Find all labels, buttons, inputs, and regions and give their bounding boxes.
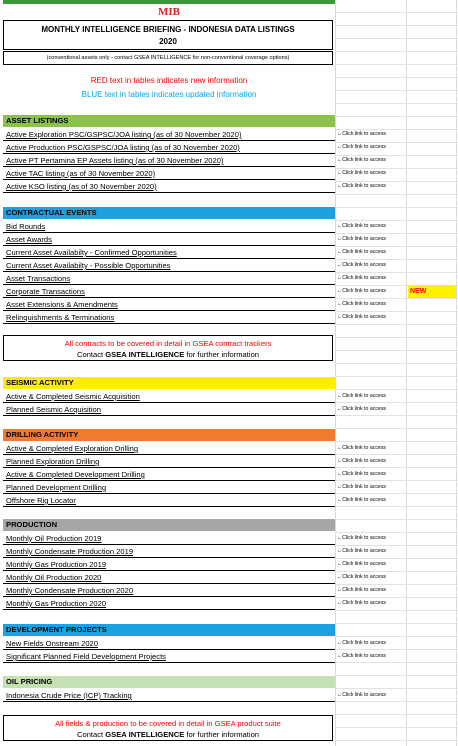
document-year: 2020 bbox=[159, 37, 177, 46]
click-link-hint[interactable]: ←Click link to access bbox=[337, 548, 387, 554]
listing-link[interactable] bbox=[3, 689, 335, 702]
listing-link[interactable] bbox=[3, 167, 335, 180]
listing-label: Current Asset Availabilty - Confirmed Opportunities bbox=[6, 248, 177, 257]
listing-link[interactable] bbox=[3, 442, 335, 455]
listing-link[interactable] bbox=[3, 571, 335, 584]
section-header-production: PRODUCTION bbox=[3, 519, 335, 531]
grid-row-line bbox=[335, 714, 458, 715]
listing-label: Significant Planned Field Development Projects bbox=[6, 652, 166, 661]
grid-row-line bbox=[335, 363, 458, 364]
click-link-hint[interactable]: ←Click link to access bbox=[337, 587, 387, 593]
grid-row-line bbox=[335, 727, 458, 728]
grid-row-line bbox=[335, 194, 458, 195]
grid-line bbox=[456, 0, 457, 746]
grid-row-line bbox=[335, 376, 458, 377]
click-link-hint[interactable]: ←Click link to access bbox=[337, 640, 387, 646]
listing-link[interactable] bbox=[3, 128, 335, 141]
listing-link[interactable] bbox=[3, 558, 335, 571]
listing-link[interactable] bbox=[3, 597, 335, 610]
listing-label: Monthly Condensate Production 2019 bbox=[6, 547, 134, 556]
listing-label: Corporate Transactions bbox=[6, 287, 85, 296]
contact-company: GSEA INTELLIGENCE bbox=[105, 730, 185, 739]
listing-label: Active Exploration PSC/GSPSC/JOA listing (as of 30 November 2020) bbox=[6, 130, 242, 139]
listing-label: New Fields Onstream 2020 bbox=[6, 639, 99, 648]
listing-link[interactable] bbox=[3, 220, 335, 233]
listing-link[interactable] bbox=[3, 272, 335, 285]
click-link-hint[interactable]: ←Click link to access bbox=[337, 183, 387, 189]
section-header-development: DEVELOPMENT PROJECTS bbox=[3, 624, 335, 636]
listing-link[interactable] bbox=[3, 180, 335, 193]
listing-label: Offshore Rig Locator bbox=[6, 496, 76, 505]
click-link-hint[interactable]: ←Click link to access bbox=[337, 484, 387, 490]
click-link-hint[interactable]: ←Click link to access bbox=[337, 458, 387, 464]
listing-label: Monthly Oil Production 2019 bbox=[6, 534, 102, 543]
listing-link[interactable] bbox=[3, 390, 335, 403]
grid-row-line bbox=[335, 64, 458, 65]
listing-label: Asset Extensions & Amendments bbox=[6, 300, 118, 309]
listing-link[interactable] bbox=[3, 468, 335, 481]
contact-prefix: Contact bbox=[76, 730, 106, 739]
click-link-hint[interactable]: ←Click link to access bbox=[337, 223, 387, 229]
section-header-contractual-events: CONTRACTUAL EVENTS bbox=[3, 207, 335, 219]
click-link-hint[interactable]: ←Click link to access bbox=[337, 600, 387, 606]
listing-link[interactable] bbox=[3, 141, 335, 154]
click-link-hint[interactable]: ←Click link to access bbox=[337, 561, 387, 567]
click-link-hint[interactable]: ←Click link to access bbox=[337, 236, 387, 242]
grid-row-line bbox=[335, 12, 458, 13]
listing-link[interactable] bbox=[3, 637, 335, 650]
grid-row-line bbox=[335, 38, 458, 39]
listing-label: Monthly Gas Production 2019 bbox=[6, 560, 107, 569]
click-link-hint[interactable]: ←Click link to access bbox=[337, 574, 387, 580]
mib-logo-text: MIB bbox=[158, 6, 180, 18]
click-link-hint[interactable]: ←Click link to access bbox=[337, 131, 387, 137]
listing-label: Current Asset Availabilty - Possible Opportunities bbox=[6, 261, 171, 270]
click-link-hint[interactable]: ←Click link to access bbox=[337, 445, 387, 451]
document-title: MONTHLY INTELLIGENCE BRIEFING - INDONESIA DATA LISTINGS bbox=[41, 25, 295, 34]
click-link-hint[interactable]: ←Click link to access bbox=[337, 653, 387, 659]
listing-link[interactable] bbox=[3, 285, 335, 298]
grid-row-line bbox=[335, 207, 458, 208]
click-link-hint[interactable]: ←Click link to access bbox=[337, 314, 387, 320]
grid-line bbox=[406, 0, 407, 746]
listing-link[interactable] bbox=[3, 154, 335, 167]
grid-row-line bbox=[335, 740, 458, 741]
grid-row-line bbox=[335, 519, 458, 520]
listing-label: Monthly Condensate Production 2020 bbox=[6, 586, 134, 595]
grid-row-line bbox=[335, 324, 458, 325]
contracts-info-red: All contracts to be covered in detail in GSEA contract trackers bbox=[64, 339, 272, 348]
listing-link[interactable] bbox=[3, 259, 335, 272]
click-link-hint[interactable]: ←Click link to access bbox=[337, 275, 387, 281]
section-header-drilling: DRILLING ACTIVITY bbox=[3, 429, 335, 441]
contracts-info-contact bbox=[4, 349, 332, 360]
click-link-hint[interactable]: ←Click link to access bbox=[337, 249, 387, 255]
contact-company: GSEA INTELLIGENCE bbox=[105, 350, 185, 359]
grid-row-line bbox=[335, 51, 458, 52]
click-link-hint[interactable]: ←Click link to access bbox=[337, 692, 387, 698]
section-header-asset-listings: ASSET LISTINGS bbox=[3, 115, 335, 127]
grid-row-line bbox=[335, 25, 458, 26]
click-link-hint[interactable]: ←Click link to access bbox=[337, 471, 387, 477]
grid-row-line bbox=[335, 77, 458, 78]
legend-blue-note: BLUE text in tables indicates updated information bbox=[81, 90, 257, 99]
coverage-note: (conventional assets only - contact GSEA INTELLIGENCE for non-conventional coverage options) bbox=[3, 51, 333, 65]
grid-row-line bbox=[335, 610, 458, 611]
listing-label: Monthly Oil Production 2020 bbox=[6, 573, 102, 582]
grid-row-line bbox=[335, 90, 458, 91]
contact-prefix: Contact bbox=[76, 350, 106, 359]
listing-label: Active & Completed Development Drilling bbox=[6, 470, 145, 479]
section-header-seismic: SEISMIC ACTIVITY bbox=[3, 377, 335, 389]
listing-link[interactable] bbox=[3, 532, 335, 545]
click-link-hint[interactable]: ←Click link to access bbox=[337, 288, 387, 294]
listing-label: Indonesia Crude Price (ICP) Tracking bbox=[6, 691, 132, 700]
listing-link[interactable] bbox=[3, 584, 335, 597]
listing-label: Active TAC listing (as of 30 November 2020) bbox=[6, 169, 156, 178]
listing-link[interactable] bbox=[3, 494, 335, 507]
listing-label: Planned Seismic Acquisition bbox=[6, 405, 101, 414]
click-link-hint[interactable]: ←Click link to access bbox=[337, 393, 387, 399]
contact-suffix: for further information bbox=[184, 730, 260, 739]
listing-label: Active & Completed Seismic Acquisition bbox=[6, 392, 140, 401]
grid-row-line bbox=[335, 675, 458, 676]
click-link-hint[interactable]: ←Click link to access bbox=[337, 262, 387, 268]
grid-row-line bbox=[335, 350, 458, 351]
listing-label: Active & Completed Exploration Drilling bbox=[6, 444, 139, 453]
listing-link[interactable] bbox=[3, 246, 335, 259]
listing-link[interactable] bbox=[3, 403, 335, 416]
listing-label: Planned Exploration Drilling bbox=[6, 457, 100, 466]
listing-link[interactable] bbox=[3, 455, 335, 468]
contracts-info-box bbox=[3, 335, 333, 361]
listing-label: Active KSO listing (as of 30 November 2020) bbox=[6, 182, 157, 191]
listing-link[interactable] bbox=[3, 545, 335, 558]
click-link-hint[interactable]: ←Click link to access bbox=[337, 535, 387, 541]
click-link-hint[interactable]: ←Click link to access bbox=[337, 497, 387, 503]
listing-link[interactable] bbox=[3, 650, 335, 663]
contact-suffix: for further information bbox=[184, 350, 260, 359]
listing-label: Active PT Pertamina EP Assets listing (as of 30 November 2020) bbox=[6, 156, 224, 165]
fields-info-box bbox=[3, 715, 333, 741]
click-link-hint[interactable]: ←Click link to access bbox=[337, 144, 387, 150]
listing-label: Relinquishments & Terminations bbox=[6, 313, 115, 322]
listing-link[interactable] bbox=[3, 481, 335, 494]
fields-info-red: All fields & production to be covered in detail in GSEA product suite bbox=[55, 719, 281, 728]
grid-row-line bbox=[335, 428, 458, 429]
fields-info-contact bbox=[4, 729, 332, 740]
listing-label: Planned Development Drilling bbox=[6, 483, 107, 492]
listing-link[interactable] bbox=[3, 311, 335, 324]
listing-label: Asset Awards bbox=[6, 235, 52, 244]
click-link-hint[interactable]: ←Click link to access bbox=[337, 170, 387, 176]
click-link-hint[interactable]: ←Click link to access bbox=[337, 406, 387, 412]
grid-row-line bbox=[335, 103, 458, 104]
grid-row-line bbox=[335, 116, 458, 117]
grid-row-line bbox=[335, 623, 458, 624]
click-link-hint[interactable]: ←Click link to access bbox=[337, 157, 387, 163]
listing-link[interactable] bbox=[3, 298, 335, 311]
legend-red-note: RED text in tables indicates new information bbox=[90, 76, 248, 85]
listing-label: Active Production PSC/GSPSC/JOA listing (as of 30 November 2020) bbox=[6, 143, 240, 152]
listing-link[interactable] bbox=[3, 233, 335, 246]
listing-label: Bid Rounds bbox=[6, 222, 46, 231]
grid-row-line bbox=[335, 337, 458, 338]
listing-label: Monthly Gas Production 2020 bbox=[6, 599, 107, 608]
section-header-oil-pricing: OIL PRICING bbox=[3, 676, 335, 688]
new-badge: NEW bbox=[408, 285, 456, 298]
listing-label: Asset Transactions bbox=[6, 274, 71, 283]
document-title-box bbox=[3, 20, 333, 50]
click-link-hint[interactable]: ←Click link to access bbox=[337, 301, 387, 307]
grid-line bbox=[335, 0, 336, 746]
